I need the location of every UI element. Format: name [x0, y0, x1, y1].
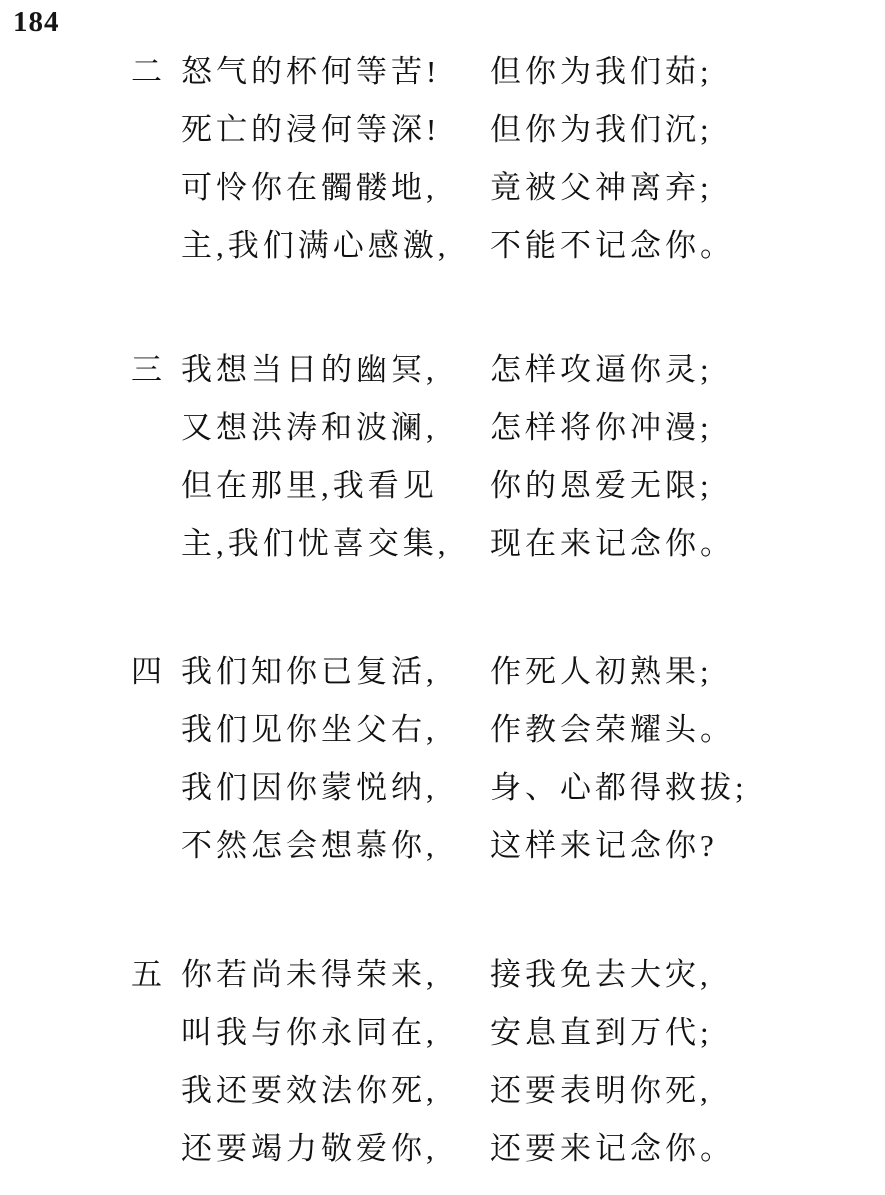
- verse-line-right: 现在来记念你。: [490, 526, 735, 561]
- verse-row: [0, 817, 885, 875]
- verse-line-right: 作教会荣耀头。: [490, 712, 735, 747]
- verse-line-left: 我们见你坐父右,: [181, 712, 438, 747]
- verse-line-right: 还要来记念你。: [490, 1131, 735, 1166]
- verse-line-right: 接我免去大灾,: [490, 957, 712, 992]
- verse-line-left: 死亡的浸何等深!: [181, 112, 441, 147]
- verse-line-left: 可怜你在髑髅地,: [181, 170, 438, 205]
- verse-row: [0, 341, 885, 399]
- verse-line-left: 还要竭力敬爱你,: [181, 1131, 438, 1166]
- verse-number: 三: [131, 352, 162, 387]
- verse-row: [0, 399, 885, 457]
- verse-line-left: 但在那里,我看见: [181, 468, 438, 503]
- stanza-5: [0, 946, 885, 1178]
- verse-line-left: 又想洪涛和波澜,: [181, 410, 438, 445]
- verse-line-left: 主,我们满心感激,: [181, 228, 450, 263]
- stanza-4: [0, 643, 885, 875]
- page-number: 184: [13, 6, 60, 38]
- verse-line-left: 我还要效法你死,: [181, 1073, 438, 1108]
- verse-number: 五: [131, 957, 162, 992]
- verse-row: [0, 457, 885, 515]
- verse-line-left: 我们知你已复活,: [181, 654, 438, 689]
- verse-row: [0, 159, 885, 217]
- verse-line-left: 你若尚未得荣来,: [181, 957, 438, 992]
- verse-row: [0, 43, 885, 101]
- verse-line-left: 不然怎会想慕你,: [181, 828, 438, 863]
- verse-line-left: 主,我们忧喜交集,: [181, 526, 450, 561]
- verse-line-right: 不能不记念你。: [490, 228, 735, 263]
- verse-line-right: 作死人初熟果;: [490, 654, 713, 689]
- verse-row: [0, 946, 885, 1004]
- verse-line-right: 这样来记念你?: [490, 828, 718, 863]
- verse-row: [0, 1004, 885, 1062]
- verse-row: [0, 701, 885, 759]
- verse-line-right: 身、心都得救拔;: [490, 770, 748, 805]
- verse-line-left: 怒气的杯何等苦!: [181, 54, 441, 89]
- verse-line-right: 怎样攻逼你灵;: [490, 352, 713, 387]
- stanza-2: [0, 43, 885, 275]
- verse-line-right: 你的恩爱无限;: [490, 468, 713, 503]
- verse-line-right: 安息直到万代;: [490, 1015, 713, 1050]
- verse-line-right: 竟被父神离弃;: [490, 170, 713, 205]
- verse-line-left: 我想当日的幽冥,: [181, 352, 438, 387]
- verse-line-right: 还要表明你死,: [490, 1073, 712, 1108]
- verse-line-left: 叫我与你永同在,: [181, 1015, 438, 1050]
- verse-line-right: 怎样将你冲漫;: [490, 410, 713, 445]
- verse-row: [0, 515, 885, 573]
- verse-row: [0, 101, 885, 159]
- verse-row: [0, 217, 885, 275]
- verse-number: 二: [131, 54, 162, 89]
- verse-row: [0, 643, 885, 701]
- verse-line-left: 我们因你蒙悦纳,: [181, 770, 438, 805]
- verse-row: [0, 759, 885, 817]
- stanza-3: [0, 341, 885, 573]
- verse-row: [0, 1062, 885, 1120]
- verse-line-right: 但你为我们茹;: [490, 54, 713, 89]
- verse-row: [0, 1120, 885, 1178]
- verse-number: 四: [131, 654, 162, 689]
- verse-line-right: 但你为我们沉;: [490, 112, 713, 147]
